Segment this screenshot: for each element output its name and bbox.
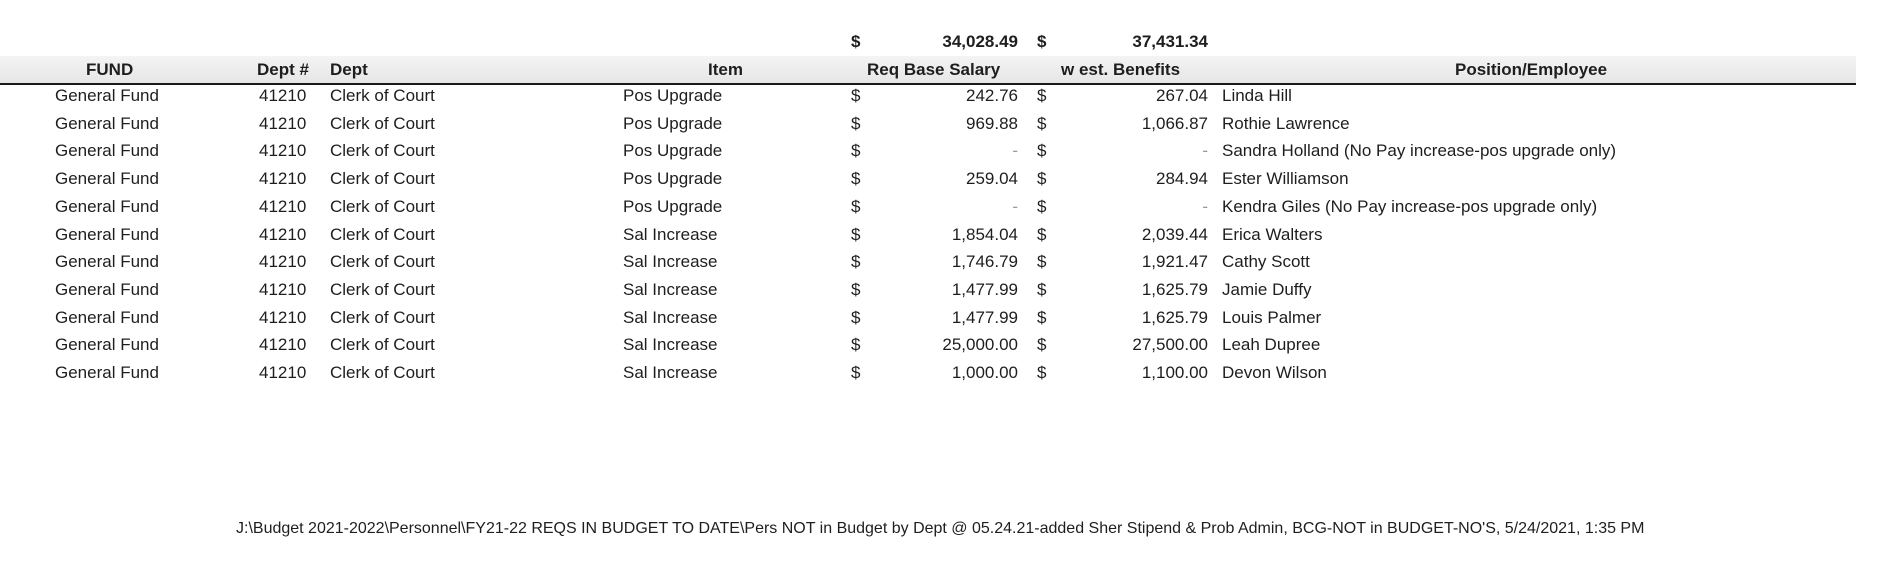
column-header-fund: FUND [86,60,134,79]
req-base-salary-cell: 969.88 [966,113,1018,133]
total-req-base-salary: 34,028.49 [942,32,1018,51]
position-employee-cell: Louis Palmer [1222,307,1322,327]
fund-cell: General Fund [55,224,159,244]
dept-no-cell: 41210 [259,169,307,189]
item-cell: Sal Increase [623,307,718,327]
benefits-currency-cell: $ [1037,252,1047,272]
req-base-salary-cell: 25,000.00 [942,335,1018,355]
column-header-dept-no: Dept # [257,60,309,79]
item-cell: Pos Upgrade [623,113,723,133]
dept-no-cell: 41210 [259,307,307,327]
salary-currency-cell: $ [851,279,861,299]
req-base-salary-cell: - [1012,196,1018,216]
fund-cell: General Fund [55,335,159,355]
dept-cell: Clerk of Court [330,363,435,382]
dept-no-cell: 41210 [259,196,307,216]
column-header-dept: Dept [330,60,368,79]
salary-currency-cell: $ [851,113,861,133]
dept-no-cell: 41210 [259,279,307,299]
dept-cell: Clerk of Court [330,335,435,355]
req-base-salary-cell: 1,746.79 [951,252,1018,272]
table-row [0,84,1897,111]
salary-currency-cell: $ [851,224,861,244]
item-cell: Sal Increase [623,279,718,299]
fund-cell: General Fund [55,363,159,382]
fund-cell: General Fund [55,307,159,327]
benefits-currency-cell: $ [1037,113,1047,133]
item-cell: Pos Upgrade [623,86,723,105]
req-base-salary-cell: 242.76 [966,86,1018,105]
dept-cell: Clerk of Court [330,252,435,272]
req-base-salary-cell: 1,477.99 [951,307,1018,327]
table-row [0,139,1897,166]
table-row [0,223,1897,250]
with-benefits-cell: 284.94 [1156,169,1208,189]
fund-cell: General Fund [55,113,159,133]
benefits-currency-cell: $ [1037,169,1047,189]
with-benefits-cell: 1,066.87 [1141,113,1208,133]
with-benefits-cell: 1,625.79 [1141,279,1208,299]
benefits-currency-cell: $ [1037,86,1047,105]
req-base-salary-cell: 259.04 [966,169,1018,189]
dept-cell: Clerk of Court [330,279,435,299]
with-benefits-cell: 1,625.79 [1141,307,1208,327]
item-cell: Sal Increase [623,252,718,272]
benefits-currency-cell: $ [1037,363,1047,382]
dept-cell: Clerk of Court [330,86,435,105]
column-header-req-base-salary: Req Base Salary [867,60,1001,79]
dept-cell: Clerk of Court [330,169,435,189]
position-employee-cell: Ester Williamson [1222,169,1349,189]
with-benefits-cell: 2,039.44 [1141,224,1208,244]
with-benefits-cell: 27,500.00 [1132,335,1208,355]
fund-cell: General Fund [55,252,159,272]
salary-currency-cell: $ [851,307,861,327]
fund-cell: General Fund [55,196,159,216]
table-row [0,361,1897,388]
dept-cell: Clerk of Court [330,196,435,216]
column-header-with-benefits: w est. Benefits [1061,60,1181,79]
table-row [0,306,1897,333]
table-row [0,112,1897,139]
benefits-currency-cell: $ [1037,307,1047,327]
dept-no-cell: 41210 [259,335,307,355]
dept-cell: Clerk of Court [330,141,435,161]
req-base-salary-cell: 1,477.99 [951,279,1018,299]
salary-currency-cell: $ [851,86,861,105]
salary-currency-cell: $ [851,196,861,216]
salary-currency-cell: $ [851,335,861,355]
total-salary-currency: $ [851,32,861,51]
req-base-salary-cell: 1,000.00 [951,363,1018,382]
table-row [0,195,1897,222]
benefits-currency-cell: $ [1037,335,1047,355]
dept-no-cell: 41210 [259,141,307,161]
total-with-benefits: 37,431.34 [1132,32,1208,51]
position-employee-cell: Jamie Duffy [1222,279,1312,299]
column-header-position-employee: Position/Employee [1455,60,1608,79]
dept-cell: Clerk of Court [330,307,435,327]
fund-cell: General Fund [55,169,159,189]
fund-cell: General Fund [55,279,159,299]
with-benefits-cell: 267.04 [1156,86,1208,105]
item-cell: Sal Increase [623,335,718,355]
position-employee-cell: Sandra Holland (No Pay increase-pos upgrade only) [1222,141,1617,161]
item-cell: Sal Increase [623,363,718,382]
item-cell: Pos Upgrade [623,141,723,161]
with-benefits-cell: 1,100.00 [1141,363,1208,382]
with-benefits-cell: - [1202,141,1208,161]
table-row [0,333,1897,360]
item-cell: Pos Upgrade [623,169,723,189]
fund-cell: General Fund [55,86,159,105]
with-benefits-cell: 1,921.47 [1141,252,1208,272]
salary-currency-cell: $ [851,252,861,272]
dept-no-cell: 41210 [259,363,307,382]
position-employee-cell: Cathy Scott [1222,252,1310,272]
req-base-salary-cell: 1,854.04 [951,224,1018,244]
table-row [0,278,1897,305]
item-cell: Pos Upgrade [623,196,723,216]
dept-cell: Clerk of Court [330,113,435,133]
with-benefits-cell: - [1202,196,1208,216]
dept-no-cell: 41210 [259,252,307,272]
dept-cell: Clerk of Court [330,224,435,244]
item-cell: Sal Increase [623,224,718,244]
total-benefits-currency: $ [1037,32,1047,51]
salary-currency-cell: $ [851,141,861,161]
dept-no-cell: 41210 [259,224,307,244]
column-header-item: Item [708,60,743,79]
fund-cell: General Fund [55,141,159,161]
salary-currency-cell: $ [851,169,861,189]
benefits-currency-cell: $ [1037,279,1047,299]
dept-no-cell: 41210 [259,113,307,133]
position-employee-cell: Rothie Lawrence [1222,113,1350,133]
salary-currency-cell: $ [851,363,861,382]
footer-file-path: J:\Budget 2021-2022\Personnel\FY21-22 REQS IN BUDGET TO DATE\Pers NOT in Budget by Dept @ 05.24.21-added Sher Stipend & Prob Admin, BCG-NOT in BUDGET-NO'S, 5/24/2021, 1:35 PM [236,520,1645,537]
position-employee-cell: Devon Wilson [1222,363,1327,382]
table-row [0,250,1897,277]
position-employee-cell: Kendra Giles (No Pay increase-pos upgrade only) [1222,196,1598,216]
req-base-salary-cell: - [1012,141,1018,161]
benefits-currency-cell: $ [1037,141,1047,161]
table-row [0,167,1897,194]
position-employee-cell: Erica Walters [1222,224,1323,244]
position-employee-cell: Leah Dupree [1222,335,1321,355]
position-employee-cell: Linda Hill [1222,86,1292,105]
benefits-currency-cell: $ [1037,224,1047,244]
benefits-currency-cell: $ [1037,196,1047,216]
dept-no-cell: 41210 [259,86,307,105]
